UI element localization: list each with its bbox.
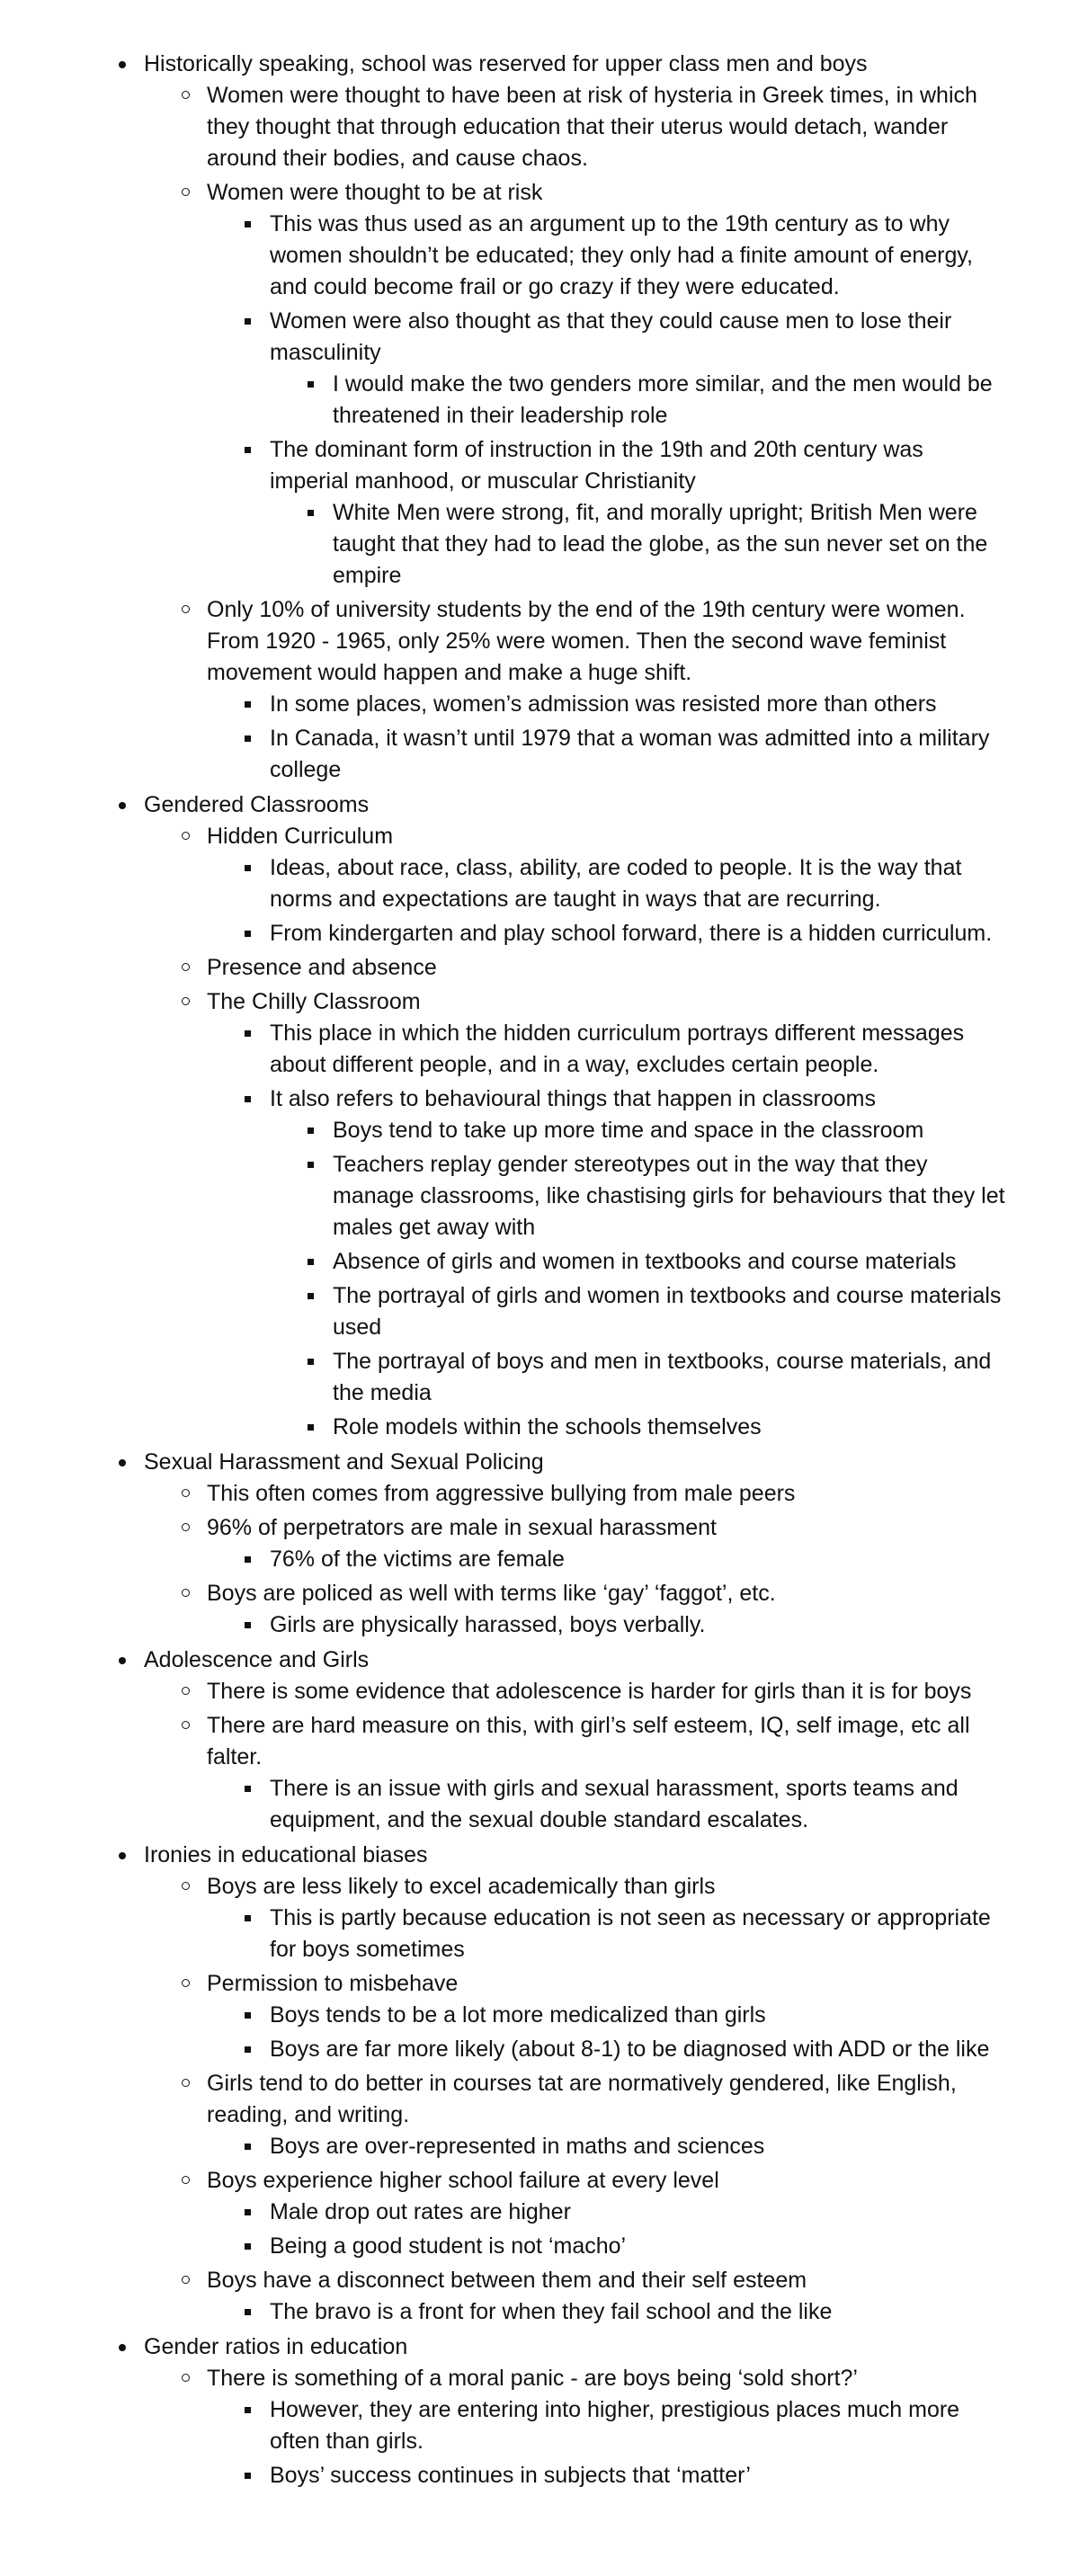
- list-item: [144, 49, 1007, 786]
- list-item-text: Hidden Curriculum: [207, 824, 394, 849]
- notes-outline: [0, 49, 1007, 2491]
- square-bullet-icon: [245, 735, 251, 742]
- sub-list: [207, 2131, 1007, 2162]
- sub-list: [144, 1478, 1007, 1641]
- list-item-text: Male drop out rates are higher: [270, 2199, 571, 2224]
- square-bullet-icon: [245, 447, 251, 453]
- sub-list: [207, 852, 1007, 949]
- sub-list: [207, 209, 1007, 592]
- bullet-icon: [119, 1459, 126, 1466]
- list-item-text: Boys are less likely to excel academically than girls: [207, 1874, 716, 1899]
- square-bullet-icon: [308, 1424, 314, 1431]
- circle-bullet-icon: [182, 963, 190, 971]
- square-bullet-icon: [245, 1030, 251, 1037]
- list-item-text: However, they are entering into higher, prestigious places much more often than girls.: [270, 2397, 960, 2454]
- square-bullet-icon: [245, 865, 251, 871]
- list-item: [270, 2000, 1007, 2031]
- square-bullet-icon: [308, 381, 314, 388]
- list-item-text: The Chilly Classroom: [207, 989, 421, 1014]
- list-item-text: Boys have a disconnect between them and their self esteem: [207, 2268, 807, 2293]
- list-item: [270, 723, 1007, 786]
- list-item: [270, 689, 1007, 720]
- list-item: [270, 2296, 1007, 2328]
- list-item-text: The dominant form of instruction in the 19th and 20th century was imperial manhood, or muscular Christianity: [270, 437, 923, 494]
- circle-bullet-icon: [182, 91, 190, 99]
- sub-list: [144, 2363, 1007, 2491]
- list-item-text: Girls are physically harassed, boys verbally.: [270, 1612, 706, 1637]
- list-item: [333, 1412, 1007, 1443]
- sub-list: [207, 689, 1007, 786]
- list-item-text: In some places, women’s admission was resisted more than others: [270, 691, 937, 717]
- list-item: [207, 80, 1007, 174]
- circle-bullet-icon: [182, 2276, 190, 2284]
- list-item: [270, 1609, 1007, 1641]
- list-item: [207, 1968, 1007, 2065]
- list-item: [144, 1645, 1007, 1836]
- list-item: [270, 2231, 1007, 2262]
- list-item-text: This place in which the hidden curriculum portrays different messages about different people, and in a way, excludes certain people.: [270, 1021, 965, 1077]
- circle-bullet-icon: [182, 2079, 190, 2087]
- list-item-text: There is some evidence that adolescence is harder for girls than it is for boys: [207, 1679, 972, 1704]
- bullet-icon: [119, 2344, 126, 2351]
- section-heading: Gendered Classrooms: [144, 792, 370, 817]
- list-item: [207, 986, 1007, 1443]
- list-item: [270, 1018, 1007, 1081]
- list-item: [270, 1773, 1007, 1836]
- square-bullet-icon: [308, 1293, 314, 1299]
- list-item-text: Only 10% of university students by the end of the 19th century were women. From 1920 - 1965, only 25% were women. Then the second wave feminist movement would happen and make a huge shift.: [207, 597, 966, 685]
- list-item: [270, 306, 1007, 432]
- sub-list: [144, 1676, 1007, 1836]
- list-item: [270, 1083, 1007, 1443]
- square-bullet-icon: [245, 1622, 251, 1628]
- bullet-icon: [119, 1852, 126, 1859]
- sub-list: [207, 2197, 1007, 2262]
- list-item: [270, 1903, 1007, 1965]
- square-bullet-icon: [245, 1556, 251, 1563]
- square-bullet-icon: [245, 2243, 251, 2250]
- square-bullet-icon: [308, 1259, 314, 1265]
- circle-bullet-icon: [182, 1687, 190, 1695]
- list-item: [207, 1710, 1007, 1836]
- list-item: [207, 2068, 1007, 2162]
- circle-bullet-icon: [182, 832, 190, 840]
- list-item-text: From kindergarten and play school forward, there is a hidden curriculum.: [270, 921, 993, 946]
- list-item: [144, 789, 1007, 1443]
- list-item-text: The portrayal of boys and men in textbooks, course materials, and the media: [333, 1349, 992, 1405]
- square-bullet-icon: [245, 2309, 251, 2315]
- list-item: [207, 1478, 1007, 1510]
- list-item-text: Boys are far more likely (about 8-1) to be diagnosed with ADD or the like: [270, 2037, 990, 2062]
- list-item-text: Role models within the schools themselves: [333, 1414, 762, 1440]
- square-bullet-icon: [308, 510, 314, 516]
- list-item: [207, 821, 1007, 949]
- list-item-text: Women were thought to be at risk: [207, 180, 543, 205]
- section-heading: Gender ratios in education: [144, 2334, 408, 2359]
- circle-bullet-icon: [182, 997, 190, 1005]
- list-item-text: Boys’ success continues in subjects that ‘matter’: [270, 2463, 751, 2488]
- list-item: [270, 1544, 1007, 1575]
- list-item: [144, 1447, 1007, 1641]
- sub-list: [207, 1609, 1007, 1641]
- list-item-text: Boys experience higher school failure at every level: [207, 2168, 719, 2193]
- list-item-text: There is something of a moral panic - are boys being ‘sold short?’: [207, 2366, 858, 2391]
- list-item-text: White Men were strong, fit, and morally upright; British Men were taught that they had to lead the globe, as the sun never set on the empire: [333, 500, 988, 588]
- list-item-text: It also refers to behavioural things that happen in classrooms: [270, 1086, 876, 1111]
- bullet-icon: [119, 802, 126, 809]
- list-item: [270, 2460, 1007, 2491]
- list-item: [333, 497, 1007, 592]
- square-bullet-icon: [308, 1359, 314, 1365]
- square-bullet-icon: [245, 2012, 251, 2019]
- list-item: [207, 2363, 1007, 2491]
- list-item-text: Permission to misbehave: [207, 1971, 459, 1996]
- list-item: [270, 852, 1007, 915]
- list-item: [333, 1346, 1007, 1409]
- square-bullet-icon: [245, 1096, 251, 1102]
- list-item-text: 96% of perpetrators are male in sexual harassment: [207, 1515, 717, 1540]
- list-item-text: This often comes from aggressive bullying from male peers: [207, 1481, 796, 1506]
- list-item-text: Being a good student is not ‘macho’: [270, 2233, 627, 2259]
- square-bullet-icon: [245, 2407, 251, 2413]
- list-item-text: Presence and absence: [207, 955, 437, 980]
- list-item: [333, 1280, 1007, 1343]
- circle-bullet-icon: [182, 2176, 190, 2184]
- list-item-text: I would make the two genders more similar, and the men would be threatened in their leadership role: [333, 371, 993, 428]
- sub-list: [270, 497, 1007, 592]
- bullet-icon: [119, 1657, 126, 1664]
- list-item: [270, 2394, 1007, 2457]
- list-item-text: In Canada, it wasn’t until 1979 that a woman was admitted into a military college: [270, 726, 990, 782]
- list-item-text: Boys are over-represented in maths and sciences: [270, 2134, 765, 2159]
- section-heading: Historically speaking, school was reserved for upper class men and boys: [144, 51, 868, 76]
- square-bullet-icon: [308, 1162, 314, 1168]
- list-item: [144, 1840, 1007, 2328]
- sub-list: [270, 1115, 1007, 1443]
- sub-list: [207, 2000, 1007, 2065]
- list-item: [270, 2131, 1007, 2162]
- list-item: [207, 1512, 1007, 1575]
- square-bullet-icon: [245, 931, 251, 937]
- list-item-text: There is an issue with girls and sexual harassment, sports teams and equipment, and the sexual double standard escalates.: [270, 1776, 959, 1832]
- square-bullet-icon: [245, 318, 251, 325]
- square-bullet-icon: [245, 221, 251, 227]
- sub-list: [207, 1903, 1007, 1965]
- sub-list: [207, 1018, 1007, 1443]
- list-item-text: Teachers replay gender stereotypes out in the way that they manage classrooms, like chastising girls for behaviours that they let males get away with: [333, 1152, 1005, 1240]
- list-item-text: Ideas, about race, class, ability, are coded to people. It is the way that norms and expectations are taught in ways that are recurring.: [270, 855, 962, 912]
- square-bullet-icon: [245, 2473, 251, 2479]
- circle-bullet-icon: [182, 1589, 190, 1597]
- section-heading: Ironies in educational biases: [144, 1842, 428, 1867]
- square-bullet-icon: [245, 2209, 251, 2215]
- list-item-text: There are hard measure on this, with girl’s self esteem, IQ, self image, etc all falter.: [207, 1713, 970, 1769]
- list-item: [144, 2331, 1007, 2491]
- list-item: [333, 369, 1007, 432]
- sub-list: [270, 369, 1007, 432]
- sub-list: [144, 80, 1007, 786]
- circle-bullet-icon: [182, 1523, 190, 1531]
- list-item: [207, 1676, 1007, 1707]
- bullet-icon: [119, 61, 126, 68]
- square-bullet-icon: [308, 1128, 314, 1134]
- list-item-text: Absence of girls and women in textbooks and course materials: [333, 1249, 957, 1274]
- list-item: [207, 1578, 1007, 1641]
- sub-list: [144, 1871, 1007, 2328]
- circle-bullet-icon: [182, 1882, 190, 1890]
- square-bullet-icon: [245, 1915, 251, 1921]
- list-item: [207, 2265, 1007, 2328]
- list-item: [270, 209, 1007, 303]
- section-heading: Adolescence and Girls: [144, 1647, 370, 1672]
- list-item-text: This was thus used as an argument up to the 19th century as to why women shouldn’t be educated; they only had a finite amount of energy, and could become frail or go crazy if they were educated.: [270, 211, 973, 299]
- circle-bullet-icon: [182, 188, 190, 196]
- square-bullet-icon: [245, 701, 251, 708]
- list-item: [207, 177, 1007, 592]
- list-item: [270, 918, 1007, 949]
- circle-bullet-icon: [182, 2374, 190, 2382]
- list-item-text: Women were thought to have been at risk of hysteria in Greek times, in which they thought that through education that their uterus would detach, wander around their bodies, and cause chaos.: [207, 83, 977, 171]
- list-item-text: 76% of the victims are female: [270, 1546, 565, 1572]
- circle-bullet-icon: [182, 1489, 190, 1497]
- list-item-text: Women were also thought as that they could cause men to lose their masculinity: [270, 308, 952, 365]
- list-item-text: Boys are policed as well with terms like ‘gay’ ‘faggot’, etc.: [207, 1581, 776, 1606]
- sub-list: [207, 2296, 1007, 2328]
- square-bullet-icon: [245, 2046, 251, 2053]
- sub-list: [207, 2394, 1007, 2491]
- list-item: [207, 2165, 1007, 2262]
- list-item: [333, 1149, 1007, 1243]
- sub-list: [144, 821, 1007, 1443]
- list-item: [333, 1115, 1007, 1146]
- list-item: [207, 1871, 1007, 1965]
- circle-bullet-icon: [182, 605, 190, 613]
- list-item-text: The portrayal of girls and women in textbooks and course materials used: [333, 1283, 1002, 1340]
- list-item: [270, 2034, 1007, 2065]
- list-item: [333, 1246, 1007, 1278]
- list-item-text: Boys tends to be a lot more medicalized than girls: [270, 2002, 766, 2028]
- circle-bullet-icon: [182, 1979, 190, 1987]
- list-item-text: This is partly because education is not seen as necessary or appropriate for boys sometimes: [270, 1905, 991, 1962]
- list-item-text: Boys tend to take up more time and space in the classroom: [333, 1118, 924, 1143]
- list-item: [207, 594, 1007, 786]
- sub-list: [207, 1544, 1007, 1575]
- sub-list: [207, 1773, 1007, 1836]
- list-item: [207, 952, 1007, 984]
- square-bullet-icon: [245, 1786, 251, 1792]
- circle-bullet-icon: [182, 1721, 190, 1729]
- section-heading: Sexual Harassment and Sexual Policing: [144, 1449, 544, 1475]
- list-item: [270, 434, 1007, 592]
- list-item-text: The bravo is a front for when they fail school and the like: [270, 2299, 833, 2324]
- square-bullet-icon: [245, 2144, 251, 2150]
- list-item-text: Girls tend to do better in courses tat are normatively gendered, like English, reading, and writing.: [207, 2071, 957, 2127]
- list-item: [270, 2197, 1007, 2228]
